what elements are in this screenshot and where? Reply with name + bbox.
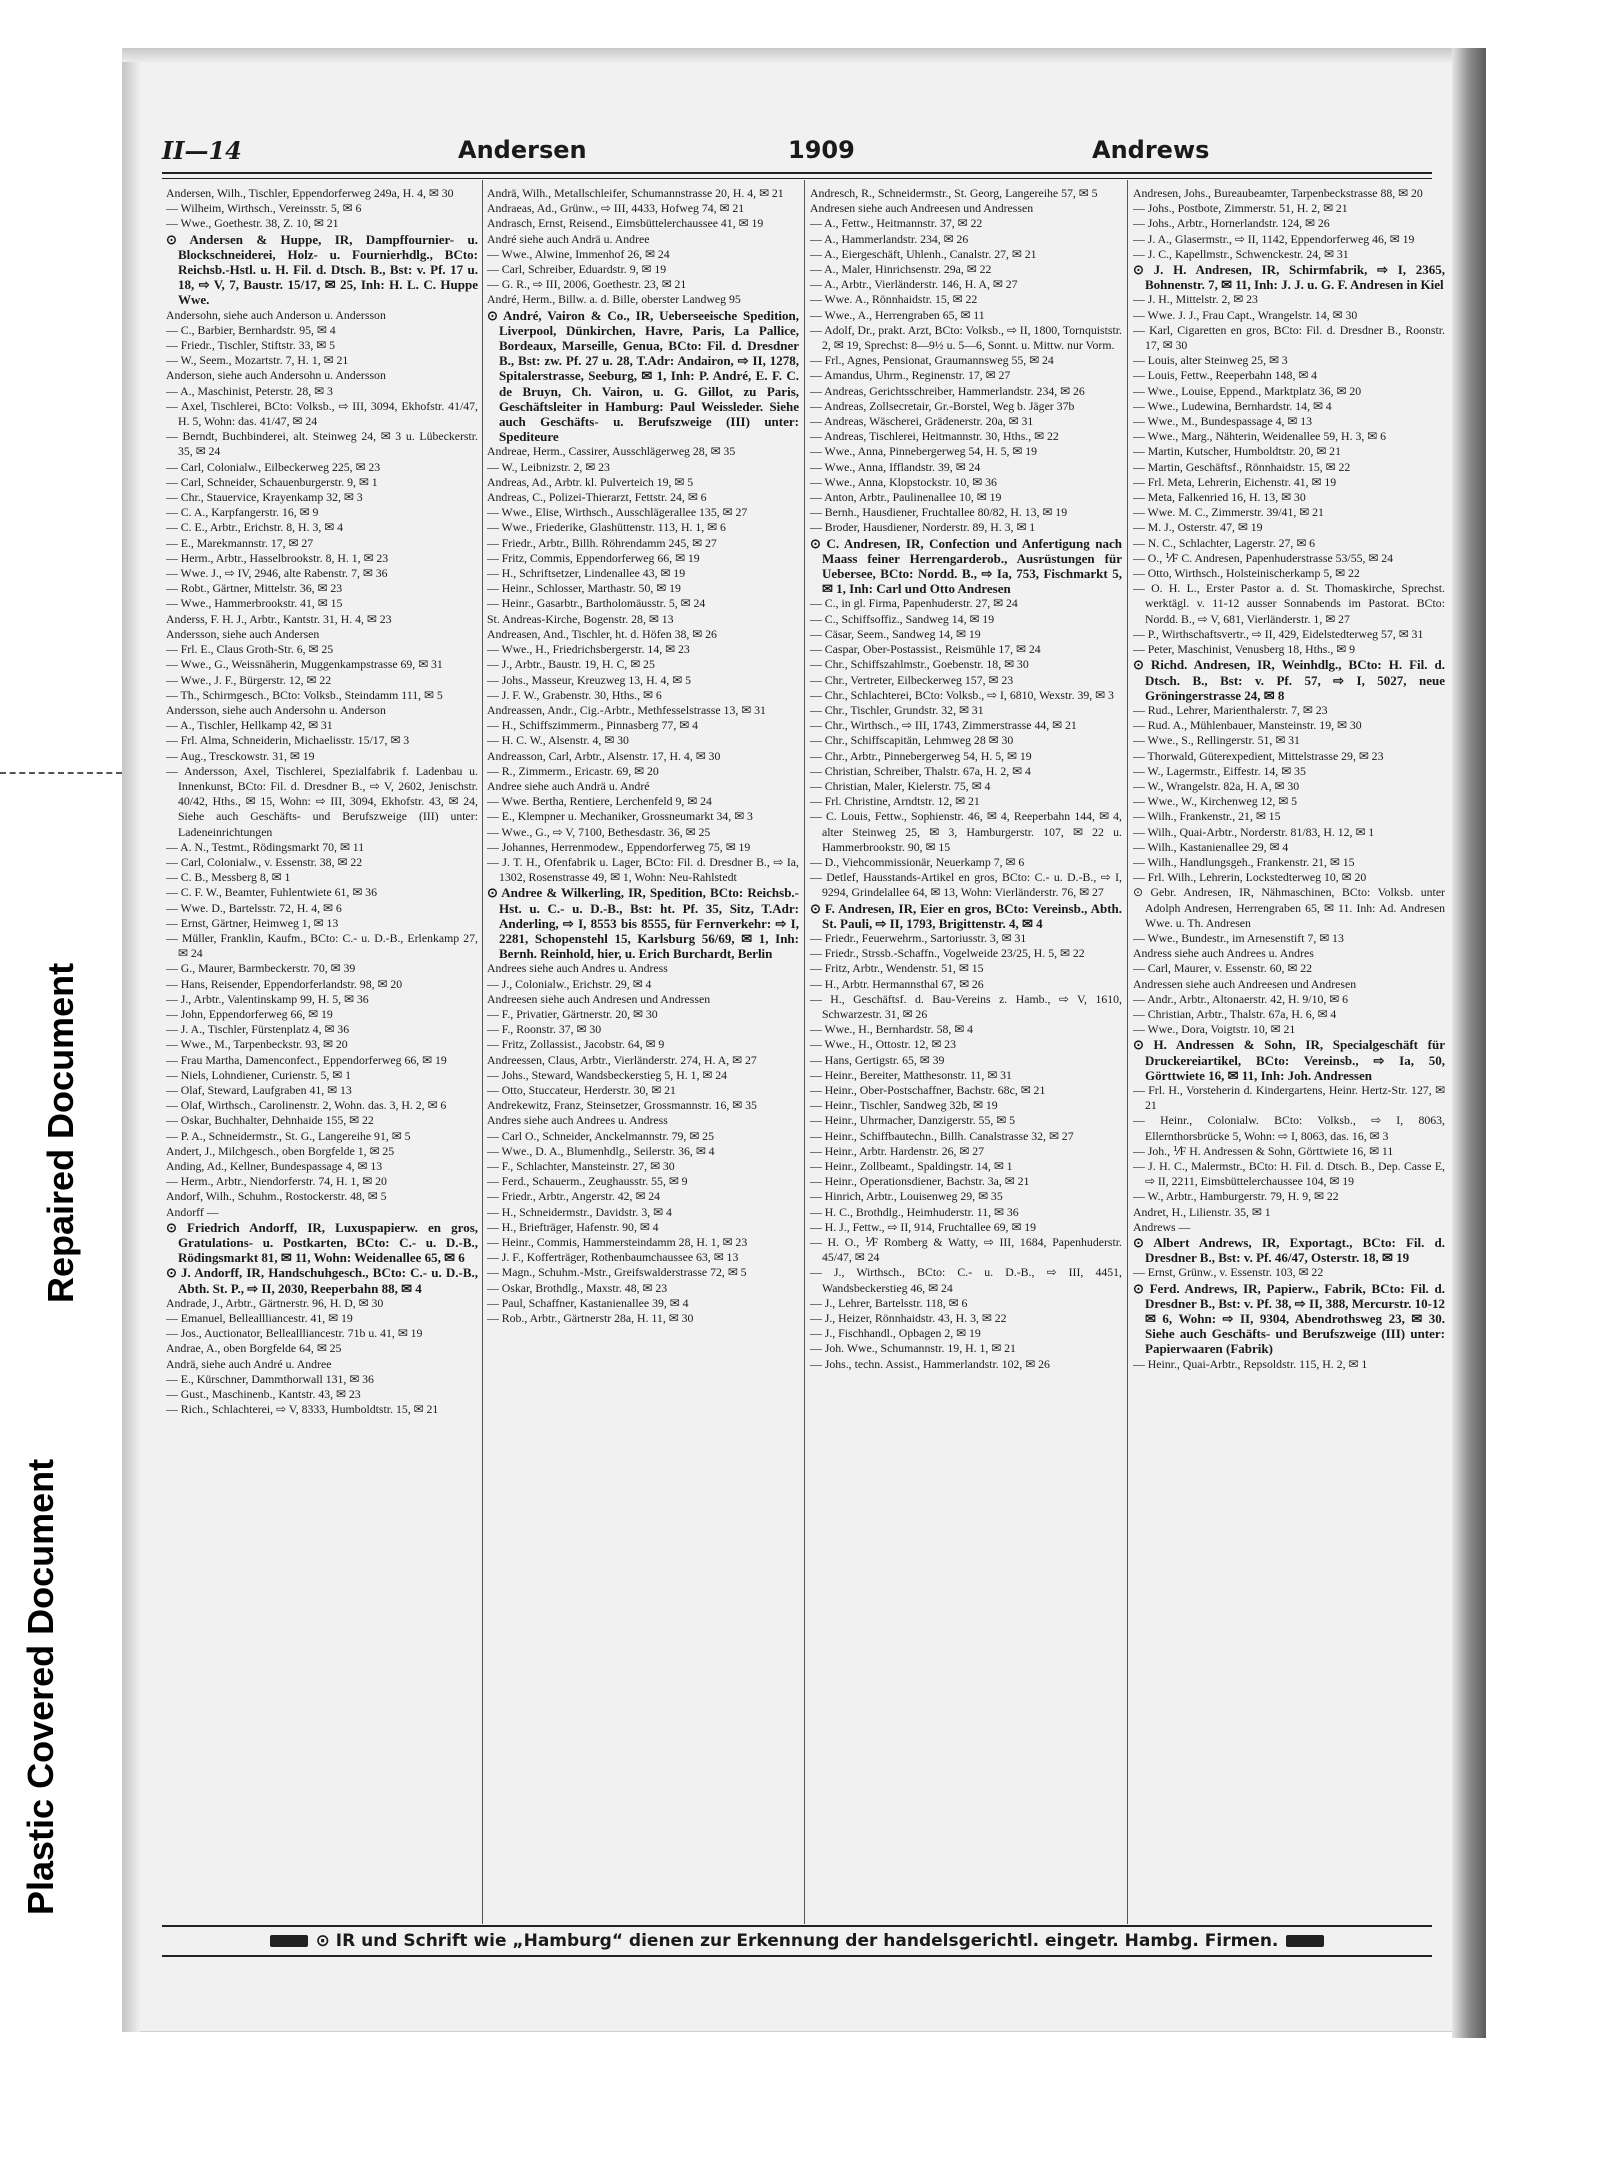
directory-entry: — Chr., Tischler, Grundstr. 32, ✉ 31 [810,702,984,717]
directory-entry: St. Andreas-Kirche, Bogenstr. 28, ✉ 13 [487,611,674,626]
directory-entry: — Magn., Schuhm.-Mstr., Greifswalderstrasse 72, ✉ 5 [487,1265,747,1280]
directory-entry: — Ferd., Schauerm., Zeughausstr. 55, ✉ 9 [487,1174,688,1189]
directory-entry: — Amandus, Uhrm., Reginenstr. 17, ✉ 27 [810,368,1011,383]
directory-entry: Andrae, A., oben Borgfelde 64, ✉ 25 [166,1341,342,1356]
directory-entry: Andraeas, Ad., Grünw., ⇨ III, 4433, Hofweg 74, ✉ 21 [487,201,745,216]
directory-entry: Andersen, Wilh., Tischler, Eppendorferweg 249a, H. 4, ✉ 30 [166,186,454,200]
directory-entry: — Heinr., Zollbeamt., Spaldingstr. 14, ✉ 1 [810,1159,1013,1173]
directory-entry: — Wilheim, Wirthsch., Vereinsstr. 5, ✉ 6 [166,201,362,216]
directory-entry: — H., Arbtr. Hermannsthal 67, ✉ 26 [810,976,984,991]
directory-entry: ⊙ Gebr. Andresen, IR, Nähmaschinen, BCto: Volksb. unter Adolph Andresen, Herrengraben 65, ✉ 11. Inh: Ad. Andresen Wwe. u. Th. Andresen [1133,885,1445,930]
directory-entry: — Christian, Schreiber, Thalstr. 67a, H. 2, ✉ 4 [810,763,1031,778]
directory-entry: — Hans, Reisender, Eppendorferlandstr. 98, ✉ 20 [166,976,403,991]
directory-entry: — Wwe., Louise, Eppend., Marktplatz 36, ✉ 20 [1133,383,1362,398]
directory-entry: ⊙ Albert Andrews, IR, Exportagt., BCto: Fil. d. Dresdner B., Bst: v. Pf. 46/47, Osterstr. 18, ✉ 19 [1133,1235,1445,1266]
directory-entry: — Andersson, Axel, Tischlerei, Spezialfabrik f. Ladenbau u. Innenkunst, BCto: Fil. d. Dresdner B., ⇨ V, 2602, Jenischstr. 40/42, Hths., ✉ 15, Wohn: ⇨ III, 3094, Ekhofstr. 43, ✉ 24, Siehe auch Geschäfts- und Berufszweige (III) unter: Ladeneinrichtungen [166,763,478,839]
page-left-shadow [122,62,140,2032]
directory-entry: Andreas, Ad., Arbtr. kl. Pulverteich 19, ✉ 5 [487,474,694,489]
directory-entry: — J. H. C., Malermstr., BCto: H. Fil. d. Dtsch. B., Dep. Casse E, ⇨ II, 2211, Eimsbüttelerchaussee 104, ✉ 19 [1133,1159,1445,1189]
directory-entry: — J. C., Kapellmstr., Schwenckestr. 24, ✉ 31 [1133,246,1349,261]
directory-entry: — J., Wirthsch., BCto: C.- u. D.-B., ⇨ III, 4451, Wandsbeckerstieg 46, ✉ 24 [810,1265,1122,1295]
directory-entry: — Carl, Schneider, Schauenburgerstr. 9, ✉ 1 [166,474,378,489]
directory-entry: — Peter, Maschinist, Venusberg 18, Hths., ✉ 9 [1133,642,1355,657]
directory-entry: — N. C., Schlachter, Lagerstr. 27, ✉ 6 [1133,535,1316,550]
directory-entry: — J. F. W., Grabenstr. 30, Hths., ✉ 6 [487,687,662,702]
directory-entry: — O., ⅟F C. Andresen, Papenhuderstrasse 53/55, ✉ 24 [1133,550,1394,565]
directory-entry: — J., Lehrer, Bartelsstr. 118, ✉ 6 [810,1295,968,1310]
footer-rule-bottom [162,1955,1432,1957]
directory-column-4 [1133,186,1445,1922]
directory-entry: — Th., Schirmgesch., BCto: Volksb., Steindamm 111, ✉ 5 [166,687,443,702]
directory-entry: Andert, J., Milchgesch., oben Borgfelde 1, ✉ 25 [166,1143,395,1158]
page-right-edge-shadow [1452,48,1486,2038]
directory-entry: — Oskar, Brothdlg., Maxstr. 48, ✉ 23 [487,1280,668,1295]
directory-entry: Andrekewitz, Franz, Steinsetzer, Grossmannstr. 16, ✉ 35 [487,1098,757,1113]
directory-entry: — M. J., Osterstr. 47, ✉ 19 [1133,520,1263,535]
directory-entry: — Olaf, Steward, Laufgraben 41, ✉ 13 [166,1082,352,1097]
directory-entry: — H. O., ⅟F Romberg & Watty, ⇨ III, 1684, Papenhuderstr. 45/47, ✉ 24 [810,1235,1122,1265]
directory-entry: — Wwe., Anna, Klopstockstr. 10, ✉ 36 [810,474,997,489]
directory-entry: — Robt., Gärtner, Mittelstr. 36, ✉ 23 [166,581,343,596]
directory-entry: Andreessen, Claus, Arbtr., Vierländerstr. 274, H. A, ✉ 27 [487,1052,757,1067]
directory-entry: Andreassen, Andr., Cig.-Arbtr., Methfesselstrasse 13, ✉ 31 [487,702,766,717]
directory-entry: — Wilh., Handlungsgeh., Frankenstr. 21, ✉ 15 [1133,854,1355,869]
directory-entry: — Wwe. J. J., Frau Capt., Wrangelstr. 14, ✉ 30 [1133,307,1358,322]
directory-entry: — Heinr., Bereiter, Matthesonstr. 11, ✉ 31 [810,1067,1012,1082]
directory-entry: — Berndt, Buchbinderei, alt. Steinweg 24, ✉ 3 u. Lübeckerstr. 35, ✉ 24 [166,429,478,459]
directory-entry: — Wwe., A., Herrengraben 65, ✉ 11 [810,307,985,322]
directory-entry: Andresen siehe auch Andreesen und Andressen [810,201,1034,216]
plastic-covered-document-label: Plastic Covered Document [20,1458,61,1915]
directory-entry: — Heinr., Schlosser, Marthastr. 50, ✉ 19 [487,581,681,596]
directory-entry: — Wilh., Frankenstr., 21, ✉ 15 [1133,809,1281,824]
directory-entry: — Heinr., Colonialw. BCto: Volksb., ⇨ I, 8063, Ellernthorsbrücke 5, Wohn: ⇨ I, 8063, das. 16, ✉ 3 [1133,1113,1445,1143]
directory-entry: — Broder, Hausdiener, Norderstr. 89, H. 3, ✉ 1 [810,520,1036,535]
directory-entry: André, Herm., Billw. a. d. Bille, oberster Landweg 95 [487,292,741,307]
directory-entry: — Chr., Schiffszahlmstr., Goebenstr. 18, ✉ 30 [810,657,1029,672]
directory-entry: Andreae, Herm., Cassirer, Ausschlägerweg 28, ✉ 35 [487,444,736,459]
directory-entry: — Joh., ⅟F H. Andressen & Sohn, Görttwiete 16, ✉ 11 [1133,1143,1394,1158]
directory-entry: — Anton, Arbtr., Paulinenallee 10, ✉ 19 [810,490,1002,505]
directory-entry: — Wwe., Anna, Ifflandstr. 39, ✉ 24 [810,459,981,474]
directory-entry: — Heinr., Gasarbtr., Bartholomäusstr. 5, ✉ 24 [487,596,706,611]
directory-entry: — Chr., Arbtr., Pinnebergerweg 54, H. 5, ✉ 19 [810,748,1032,763]
directory-entry: — Joh. Wwe., Schumannstr. 19, H. 1, ✉ 21 [810,1341,1016,1356]
directory-entry: — Louis, Fettw., Reeperbahn 148, ✉ 4 [1133,368,1318,383]
directory-entry: — Karl, Cigaretten en gros, BCto: Fil. d. Dresdner B., Roonstr. 17, ✉ 30 [1133,322,1445,353]
directory-entry: — Otto, Wirthsch., Holsteinischerkamp 5, ✉ 22 [1133,566,1360,581]
directory-entry: Andres siehe auch Andrees u. Andress [487,1113,668,1128]
directory-entry: — Thorwald, Güterexpedient, Mittelstrasse 29, ✉ 23 [1133,748,1384,763]
directory-column-2 [487,186,799,1922]
directory-entry: — Heinr., Tischler, Sandweg 32b, ✉ 19 [810,1098,998,1113]
page-number: II—14 [162,136,242,165]
directory-entry: — Carl, Colonialw., v. Essenstr. 38, ✉ 22 [166,854,363,869]
directory-entry: — Cäsar, Seem., Sandweg 14, ✉ 19 [810,626,981,641]
directory-entry: — Wwe., Hammerbrookstr. 41, ✉ 15 [166,596,343,611]
directory-entry: Andress siehe auch Andrees u. Andres [1133,946,1314,961]
directory-entry: — Rud. A., Mühlenbauer, Mansteinstr. 19, ✉ 30 [1133,718,1362,733]
directory-entry: — Wwe., H., Friedrichsbergerstr. 14, ✉ 23 [487,642,690,657]
directory-entry: — Heinr., Operationsdiener, Bachstr. 3a, ✉ 21 [810,1174,1030,1189]
directory-entry: ⊙ F. Andresen, IR, Eier en gros, BCto: Vereinsb., Abth. St. Pauli, ⇨ II, 1793, Brigittenstr. 4, ✉ 4 [810,900,1122,931]
directory-entry: — Müller, Franklin, Kaufm., BCto: C.- u. D.-B., Erlenkamp 27, ✉ 24 [166,930,478,961]
directory-entry: — Wwe., Ludewina, Bernhardstr. 14, ✉ 4 [1133,398,1332,413]
directory-entry: — Friedr., Feuerwehrm., Sartoriusstr. 3, ✉ 31 [810,930,1027,945]
header-rule-thin [162,178,1432,179]
directory-entry: — A., Maschinist, Peterstr. 28, ✉ 3 [166,383,333,398]
directory-entry: — Wwe., W., Kirchenweg 12, ✉ 5 [1133,794,1297,809]
directory-entry: — Bernh., Hausdiener, Fruchtallee 80/82, H. 13, ✉ 19 [810,505,1068,520]
directory-entry: — Hans, Gertigstr. 65, ✉ 39 [810,1052,945,1067]
directory-entry: — C., Barbier, Bernhardstr. 95, ✉ 4 [166,322,336,337]
directory-entry: — Carl, Maurer, v. Essenstr. 60, ✉ 22 [1133,961,1313,976]
directory-entry: — Wwe., M., Tarpenbeckstr. 93, ✉ 20 [166,1037,348,1052]
directory-entry: ⊙ Friedrich Andorff, IR, Luxuspapierw. en gros, Gratulations- u. Postkarten, BCto: C.- u. D.-B., Rödingsmarkt 81, ✉ 11, Wohn: Weidenallee 65, ✉ 6 [166,1219,478,1266]
directory-entry: — J. F., Kofferträger, Rothenbaumchaussee 63, ✉ 13 [487,1250,739,1265]
directory-entry: — Heinr., Commis, Hammersteindamm 28, H. 1, ✉ 23 [487,1235,748,1250]
directory-entry: — Carl, Colonialw., Eilbeckerweg 225, ✉ 23 [166,459,381,474]
directory-entry: — Wwe., H., Ottostr. 12, ✉ 23 [810,1037,956,1052]
directory-entry: — P. A., Schneidermstr., St. G., Langereihe 91, ✉ 5 [166,1128,411,1143]
directory-entry: — Wwe., Alwine, Immenhof 26, ✉ 24 [487,246,670,261]
directory-entry: — C. E., Arbtr., Erichstr. 8, H. 3, ✉ 4 [166,520,343,535]
directory-entry: Anding, Ad., Kellner, Bundespassage 4, ✉ 13 [166,1159,383,1173]
directory-entry: — Fritz, Commis, Eppendorferweg 66, ✉ 19 [487,550,700,565]
directory-entry: — E., Kürschner, Dammthorwall 131, ✉ 36 [166,1371,374,1386]
directory-entry: — Frl. Christine, Arndtstr. 12, ✉ 21 [810,794,980,809]
header-rule [162,172,1432,174]
directory-entry: — Johs., Steward, Wandsbeckerstieg 5, H. 1, ✉ 24 [487,1067,728,1082]
directory-entry: — Frl. E., Claus Groth-Str. 6, ✉ 25 [166,642,334,657]
directory-entry: — Wwe., Bundestr., im Arnesenstift 7, ✉ 13 [1133,930,1344,945]
directory-entry: — Frl. Wilh., Lehrerin, Lockstedterweg 10, ✉ 20 [1133,870,1367,885]
directory-entry: — Wwe., Friederike, Glashüttenstr. 113, H. 1, ✉ 6 [487,520,726,535]
directory-entry: — J. A., Tischler, Fürstenplatz 4, ✉ 36 [166,1022,350,1037]
directory-entry: — Louis, alter Steinweg 25, ✉ 3 [1133,353,1288,368]
directory-entry: — A., Fettw., Heitmannstr. 37, ✉ 22 [810,216,983,231]
directory-entry: — Ernst, Grünw., v. Essenstr. 103, ✉ 22 [1133,1265,1324,1280]
footer-rule-top [162,1925,1432,1927]
directory-entry: — Wwe., J. F., Bürgerstr. 12, ✉ 22 [166,672,332,687]
directory-entry: Andrees siehe auch Andres u. Andress [487,961,668,976]
directory-entry: — Adolf, Dr., prakt. Arzt, BCto: Volksb., ⇨ II, 1800, Tornquiststr. 2, ✉ 19, Sprechst: 8—9½ u. 5—6, Sonnt. u. Mittw. nur Vorm. [810,322,1122,353]
directory-entry: — Caspar, Ober-Postassist., Reismühle 17, ✉ 24 [810,642,1041,657]
directory-entry: — C. A., Karpfangerstr. 16, ✉ 9 [166,505,319,520]
directory-entry: ⊙ C. Andresen, IR, Confection und Anfertigung nach Maass feiner Herrengarderob., Ausrüstungen für Uebersee, BCto: Nordd. B., ⇨ Ia, 753, Fischmarkt 5, ✉ 1, Inh: Carl und Otto Andresen [810,535,1122,597]
directory-entry: — O. H. L., Erster Pastor a. d. St. Thomaskirche, Sprechst. werktägl. v. 11-12 ausser Sonnabends im Pastorat. BCto: Nordd. B., ⇨ V, 681, Vierländerstr. 1, ✉ 27 [1133,581,1445,626]
directory-entry: — Herm., Arbtr., Hasselbrookstr. 8, H. 1, ✉ 23 [166,550,389,565]
column-divider [804,180,805,1924]
header-year: 1909 [788,136,855,164]
directory-entry: Andrasch, Ernst, Reisend., Eimsbüttelerchaussee 41, ✉ 19 [487,216,764,231]
dashed-divider [0,772,122,774]
directory-entry: — G., Maurer, Barmbeckerstr. 70, ✉ 39 [166,961,356,976]
directory-entry: — Andreas, Zollsecretair, Gr.-Borstel, Weg b. Jäger 37b [810,398,1075,413]
directory-entry: — Martin, Geschäftsf., Rönnhaidstr. 15, ✉ 22 [1133,459,1351,474]
directory-entry: — Niels, Lohndiener, Curienstr. 5, ✉ 1 [166,1067,352,1082]
directory-entry: — Johannes, Herrenmodew., Eppendorferweg 75, ✉ 19 [487,839,751,854]
directory-entry: — Carl, Schreiber, Eduardstr. 9, ✉ 19 [487,262,667,277]
directory-entry: — E., Marekmannstr. 17, ✉ 27 [166,535,314,550]
directory-entry: — Wwe., Dora, Voigtstr. 10, ✉ 21 [1133,1022,1296,1037]
directory-entry: — Wwe., H., Bernhardstr. 58, ✉ 4 [810,1022,974,1037]
directory-entry: Andrä, Wilh., Metallschleifer, Schumannstrasse 20, H. 4, ✉ 21 [487,186,784,200]
directory-entry: — Rud., Lehrer, Marienthalerstr. 7, ✉ 23 [1133,702,1328,717]
directory-entry: Andrade, J., Arbtr., Gärtnerstr. 96, H. D, ✉ 30 [166,1295,384,1310]
directory-entry: — Heinr., Ober-Postschaffner, Bachstr. 68c, ✉ 21 [810,1082,1046,1097]
directory-entry: — Friedr., Arbtr., Angerstr. 42, ✉ 24 [487,1189,661,1204]
directory-entry: — Christian, Arbtr., Thalstr. 67a, H. 6, ✉ 4 [1133,1006,1337,1021]
directory-entry: — A., Tischler, Hellkamp 42, ✉ 31 [166,718,333,733]
directory-entry: — Chr., Wirthsch., ⇨ III, 1743, Zimmerstrasse 44, ✉ 21 [810,718,1077,733]
directory-entry: Andersson, siehe auch Andersen [166,626,320,641]
directory-entry: — Chr., Schlachterei, BCto: Volksb., ⇨ I, 6810, Wexstr. 39, ✉ 3 [810,687,1114,702]
directory-entry: — Wwe. Bertha, Rentiere, Lerchenfeld 9, ✉ 24 [487,794,712,809]
directory-entry: — Friedr., Tischler, Stiftstr. 33, ✉ 5 [166,338,336,353]
directory-entry: — Johs., Masseur, Kreuzweg 13, H. 4, ✉ 5 [487,672,692,687]
directory-entry: — A., Arbtr., Vierländerstr. 146, H. A, ✉ 27 [810,277,1018,292]
directory-entry: ⊙ J. Andorff, IR, Handschuhgesch., BCto: C.- u. D.-B., Abth. St. P., ⇨ II, 2030, Reeperbahn 88, ✉ 4 [166,1265,478,1296]
directory-entry: — W., Wrangelstr. 82a, H. A, ✉ 30 [1133,778,1300,793]
directory-entry: — A. N., Testmt., Rödingsmarkt 70, ✉ 11 [166,839,365,854]
footer-text: ⊙ IR und Schrift wie „Hamburg“ dienen zur Erkennung der handelsgerichtl. eingetr. Hambg. Firmen. [315,1931,1279,1951]
directory-entry: — Wwe., Anna, Pinnebergerweg 54, H. 5, ✉ 19 [810,444,1037,459]
directory-entry: Andrews — [1133,1219,1191,1234]
directory-entry: ⊙ Richd. Andresen, IR, Weinhdlg., BCto: H. Fil. d. Dtsch. B., Bst: v. Pf. 57, ⇨ I, 5027, neue Gröningerstrasse 24, ✉ 8 [1133,657,1445,703]
directory-entry: Andret, H., Lilienstr. 35, ✉ 1 [1133,1204,1271,1219]
directory-entry: — H. J., Fettw., ⇨ II, 914, Fruchtallee 69, ✉ 19 [810,1219,1037,1234]
directory-entry: Andreasen, And., Tischler, ht. d. Höfen 38, ✉ 26 [487,626,717,641]
running-header [162,136,1432,166]
pointing-hand-icon [1286,1935,1324,1947]
directory-entry: — Wwe. J., ⇨ IV, 2946, alte Rabenstr. 7, ✉ 36 [166,566,388,581]
directory-entry: — Hinrich, Arbtr., Louisenweg 29, ✉ 35 [810,1189,1003,1204]
directory-entry: — Andreas, Gerichtsschreiber, Hammerlandstr. 234, ✉ 26 [810,383,1085,398]
directory-entry: — W., Lagermstr., Eiffestr. 14, ✉ 35 [1133,763,1306,778]
directory-entry: — Wilh., Quai-Arbtr., Norderstr. 81/83, H. 12, ✉ 1 [1133,824,1375,839]
header-last-word: Andrews [1092,136,1210,164]
header-first-word: Andersen [458,136,587,164]
directory-entry: — Chr., Schiffscapitän, Lehmweg 28 ✉ 30 [810,733,1014,748]
directory-entry: — Ernst, Gärtner, Heimweg 1, ✉ 13 [166,915,339,930]
directory-entry: — C. Louis, Fettw., Sophienstr. 46, ✉ 4, Reeperbahn 144, ✉ 4, alter Steinweg 25, ✉ 3, Hamburgerstr. 107, ✉ 22 u. Hammerbrookstr. 90, ✉ 15 [810,809,1122,854]
footer-note [162,1931,1432,1951]
directory-entry: Andreesen siehe auch Andresen und Andressen [487,991,711,1006]
directory-entry: — Johs., techn. Assist., Hammerlandstr. 102, ✉ 26 [810,1356,1050,1371]
directory-entry: — Wwe. D., Bartelsstr. 72, H. 4, ✉ 6 [166,900,342,915]
column-divider [1127,180,1128,1924]
directory-entry: — Oskar, Buchhalter, Dehnhaide 155, ✉ 22 [166,1113,374,1128]
directory-entry: — Emanuel, Belleallliancestr. 41, ✉ 19 [166,1311,353,1326]
directory-entry: — Heinr., Quai-Arbtr., Repsoldstr. 115, H. 2, ✉ 1 [1133,1356,1368,1371]
directory-entry: — Frl. H., Vorsteherin d. Kindergartens, Heinr. Hertz-Str. 127, ✉ 21 [1133,1082,1445,1113]
directory-entry: — W., Leibnizstr. 2, ✉ 23 [487,459,610,474]
directory-entry: — Detlef, Hausstands-Artikel en gros, BCto: C.- u. D.-B., ⇨ I, 9294, Grindelallee 64, ✉ 13, Wohn: Vierländerstr. 76, ✉ 27 [810,870,1122,900]
directory-entry: — Christian, Maler, Kielerstr. 75, ✉ 4 [810,778,991,793]
repaired-document-label: Repaired Document [40,962,81,1303]
directory-entry: — H., Briefträger, Hafenstr. 90, ✉ 4 [487,1219,659,1234]
directory-entry: — E., Klempner u. Mechaniker, Grossneumarkt 34, ✉ 3 [487,809,753,824]
directory-entry: — F., Privatier, Gärtnerstr. 20, ✉ 30 [487,1006,658,1021]
directory-entry: — Fritz, Zollassist., Jacobstr. 64, ✉ 9 [487,1037,665,1052]
directory-entry: Andersson, siehe auch Andersohn u. Anderson [166,702,386,717]
directory-entry: — Chr., Vertreter, Eilbeckerweg 157, ✉ 23 [810,672,1014,687]
directory-entry: Andreasson, Carl, Arbtr., Alsenstr. 17, H. 4, ✉ 30 [487,748,721,763]
directory-entry: — Fritz, Arbtr., Wendenstr. 51, ✉ 15 [810,961,984,976]
directory-entry: — Andreas, Tischlerei, Heitmannstr. 30, Hths., ✉ 22 [810,429,1059,444]
directory-entry: Anderss, F. H. J., Arbtr., Kantstr. 31, H. 4, ✉ 23 [166,611,392,626]
directory-entry: ⊙ H. Andressen & Sohn, IR, Specialgeschäft für Druckereiartikel, BCto: Vereinsb., ⇨ Ia, 50, Görttwiete 16, ✉ 11, Inh: Joh. Andressen [1133,1037,1445,1083]
directory-entry: — G. R., ⇨ III, 2006, Goethestr. 23, ✉ 21 [487,277,687,292]
directory-entry: Andresen, Johs., Bureaubeamter, Tarpenbeckstrasse 88, ✉ 20 [1133,186,1423,200]
directory-entry: — Aug., Tresckowstr. 31, ✉ 19 [166,748,315,763]
directory-entry: — Heinr., Uhrmacher, Danzigerstr. 55, ✉ 5 [810,1113,1015,1128]
directory-entry: Andrä, siehe auch André u. Andree [166,1356,332,1371]
directory-entry: — Meta, Falkenried 16, H. 13, ✉ 30 [1133,490,1306,505]
directory-entry: — Wwe., G., Weissnäherin, Muggenkampstrasse 69, ✉ 31 [166,657,443,672]
directory-entry: ⊙ André, Vairon & Co., IR, Ueberseeische Spedition, Liverpool, Dünkirchen, Havre, Paris, La Pallice, Bordeaux, Marseille, Genua, BCto: Fil. d. Dresdner B., Bst: zw. Pf. 27 u. 28, T.Adr: Andairon, ⇨ II, 1278, Spitalerstrasse, Seeburg, ✉ 1, Inh: P. André, E. F. C. de Bruyn, Ch. Vairon, u. G. Gillot, zu Paris, Geschäftsleiter in Hamburg: Paul Weissleder. Siehe auch Geschäfts- u. Berufszweige (III) unter: Spediteure [487,307,799,445]
directory-entry: — J., Colonialw., Erichstr. 29, ✉ 4 [487,976,652,991]
directory-entry: — Wwe., D. A., Blumenhdlg., Seilerstr. 36, ✉ 4 [487,1143,715,1158]
directory-entry: — Gust., Maschinenb., Kantstr. 43, ✉ 23 [166,1387,361,1402]
directory-entry: — A., Eiergeschäft, Uhlenh., Canalstr. 27, ✉ 21 [810,246,1037,261]
directory-entry: — Wwe., G., ⇨ V, 7100, Bethesdastr. 36, ✉ 25 [487,824,711,839]
directory-entry: — A., Hammerlandstr. 234, ✉ 26 [810,231,969,246]
directory-entry: — Paul, Schaffner, Kastanienallee 39, ✉ 4 [487,1295,689,1310]
directory-column-1 [166,186,478,1922]
directory-entry: — W., Arbtr., Hamburgerstr. 79, H. 9, ✉ 22 [1133,1189,1339,1204]
directory-entry: — H., Schneidermstr., Davidstr. 3, ✉ 4 [487,1204,672,1219]
directory-entry: — Martin, Kutscher, Humboldtstr. 20, ✉ 21 [1133,444,1341,459]
directory-entry: — C., in gl. Firma, Papenhuderstr. 27, ✉ 24 [810,596,1018,611]
directory-entry: Andorff — [166,1204,219,1219]
directory-entry: — Wwe. M. C., Zimmerstr. 39/41, ✉ 21 [1133,505,1324,520]
directory-entry: — Herm., Arbtr., Niendorferstr. 74, H. 1, ✉ 20 [166,1174,387,1189]
directory-entry: Andresch, R., Schneidermstr., St. Georg, Langereihe 57, ✉ 5 [810,186,1098,200]
directory-entry: — Wwe., S., Rellingerstr. 51, ✉ 31 [1133,733,1300,748]
directory-entry: — J., Arbtr., Baustr. 19, H. C, ✉ 25 [487,657,655,672]
directory-entry: — Wwe., M., Bundespassage 4, ✉ 13 [1133,414,1313,429]
directory-entry: ⊙ Andree & Wilkerling, IR, Spedition, BCto: Reichsb.-Hst. u. C.- u. D.-B., Bst: ht. Pf. 35, Sitz, T.Adr: Anderling, ⇨ I, 8553 bis 8555, für Fernverkehr: ⇨ I, 2281, Schopenstehl 15, Karlsburg 56/69, ✉ 1, Inh: Bernh. Reinhold, hier, u. Erich Burchardt, Berlin [487,885,799,962]
directory-entry: — Wwe. A., Rönnhaidstr. 15, ✉ 22 [810,292,978,307]
directory-entry: — Axel, Tischlerei, BCto: Volksb., ⇨ III, 3094, Ekhofstr. 41/47, H. 5, Wohn: das. 41/47, ✉ 24 [166,398,478,429]
directory-entry: — C. F. W., Beamter, Fuhlentwiete 61, ✉ 36 [166,885,377,900]
directory-entry: — J., Arbtr., Valentinskamp 99, H. 5, ✉ 36 [166,991,369,1006]
directory-entry: — Wwe., Elise, Wirthsch., Ausschlägerallee 135, ✉ 27 [487,505,748,520]
directory-entry: — Frl., Agnes, Pensionat, Graumannsweg 55, ✉ 24 [810,353,1054,368]
directory-entry: — John, Eppendorferweg 66, ✉ 19 [166,1006,333,1021]
directory-entry: — J. T. H., Ofenfabrik u. Lager, BCto: Fil. d. Dresdner B., ⇨ Ia, 1302, Rosenstrasse 49, ✉ 1, Wohn: Neu-Rahlstedt [487,854,799,885]
directory-entry: — Rich., Schlachterei, ⇨ V, 8333, Humboldtstr. 15, ✉ 21 [166,1402,439,1417]
directory-entry: Andorf, Wilh., Schuhm., Rostockerstr. 48, ✉ 5 [166,1189,387,1204]
directory-entry: — Andreas, Wäscherei, Grädenerstr. 20a, ✉ 31 [810,414,1034,429]
directory-entry: — H. C., Brothdlg., Heimhuderstr. 11, ✉ 36 [810,1204,1019,1219]
directory-entry: — Frl. Meta, Lehrerin, Eichenstr. 41, ✉ 19 [1133,474,1337,489]
directory-entry: — J. H., Mittelstr. 2, ✉ 23 [1133,292,1258,307]
directory-entry: ⊙ Andersen & Huppe, IR, Dampffournier- u. Blockschneiderei, Holz- u. Fournierhdlg., BCto: Reichsb.-Hstl. u. H. Fil. d. Dtsch. B., Bst: v. Pf. 17 u. 18, ⇨ V, 7, Baustr. 15/17, ✉ 25, Inh: H. L. C. Huppe Wwe. [166,231,478,308]
directory-entry: — Frl. Alma, Schneiderin, Michaelisstr. 15/17, ✉ 3 [166,733,410,748]
directory-entry: Andressen siehe auch Andreesen und Andresen [1133,976,1357,991]
directory-entry: Andersohn, siehe auch Anderson u. Andersson [166,307,386,322]
directory-entry: — Wilh., Kastanienallee 29, ✉ 4 [1133,839,1289,854]
directory-entry: — Otto, Stuccateur, Herderstr. 30, ✉ 21 [487,1082,676,1097]
directory-entry: Andree siehe auch Andrä u. André [487,778,650,793]
directory-entry: — J., Fischhandl., Opbagen 2, ✉ 19 [810,1326,981,1341]
directory-entry: — Carl O., Schneider, Anckelmannstr. 79, ✉ 25 [487,1128,714,1143]
column-divider [482,180,483,1924]
directory-entry: — Chr., Stauervice, Krayenkamp 32, ✉ 3 [166,490,363,505]
directory-entry: — Heinr., Schiffbautechn., Billh. Canalstrasse 32, ✉ 27 [810,1128,1074,1143]
directory-entry: — H., Schriftsetzer, Lindenallee 43, ✉ 19 [487,566,686,581]
directory-entry: — C. B., Messberg 8, ✉ 1 [166,870,291,885]
directory-entry: — H. C. W., Alsenstr. 4, ✉ 30 [487,733,629,748]
directory-entry: — W., Seem., Mozartstr. 7, H. 1, ✉ 21 [166,353,349,368]
directory-entry: — Rob., Arbtr., Gärtnerstr 28a, H. 11, ✉ 30 [487,1311,694,1326]
directory-entry: — H., Geschäftsf. d. Bau-Vereins z. Hamb., ⇨ V, 1610, Schwarzestr. 31, ✉ 26 [810,991,1122,1021]
directory-entry: — Johs., Arbtr., Hornerlandstr. 124, ✉ 26 [1133,216,1330,231]
page-top-shadow [122,48,1486,64]
directory-entry: — C., Schiffsoffiz., Sandweg 14, ✉ 19 [810,611,995,626]
directory-entry: — Friedr., Strssb.-Schaffn., Vogelweide 23/25, H. 5, ✉ 22 [810,946,1085,961]
pointing-hand-icon [270,1935,308,1947]
directory-entry: Anderson, siehe auch Andersohn u. Andersson [166,368,386,383]
directory-entry: ⊙ J. H. Andresen, IR, Schirmfabrik, ⇨ I, 2365, Bohnenstr. 7, ✉ 11, Inh: J. J. u. G. F. Andresen in Kiel [1133,262,1445,293]
directory-entry: — Wwe., Marg., Nähterin, Weidenallee 59, H. 3, ✉ 6 [1133,429,1387,444]
directory-entry: — Johs., Postbote, Zimmerstr. 51, H. 2, ✉ 21 [1133,201,1348,216]
directory-entry: — Frau Martha, Damenconfect., Eppendorferweg 66, ✉ 19 [166,1052,447,1067]
directory-entry: — Wwe., Goethestr. 38, Z. 10, ✉ 21 [166,216,339,231]
directory-entry: — J. A., Glasermstr., ⇨ II, 1142, Eppendorferweg 46, ✉ 19 [1133,231,1415,246]
directory-entry: — A., Maler, Hinrichsenstr. 29a, ✉ 22 [810,262,992,277]
directory-entry: — R., Zimmerm., Ericastr. 69, ✉ 20 [487,763,659,778]
directory-entry: — Andr., Arbtr., Altonaerstr. 42, H. 9/10, ✉ 6 [1133,991,1349,1006]
directory-entry: — Jos., Auctionator, Belleallliancestr. 71b u. 41, ✉ 19 [166,1326,423,1341]
directory-entry: — Heinr., Arbtr. Hardenstr. 26, ✉ 27 [810,1143,985,1158]
directory-entry: — Olaf, Wirthsch., Carolinenstr. 2, Wohn. das. 3, H. 2, ✉ 6 [166,1098,447,1113]
directory-entry: Andreas, C., Polizei-Thierarzt, Fettstr. 24, ✉ 6 [487,490,707,505]
directory-entry: — F., Roonstr. 37, ✉ 30 [487,1022,602,1037]
directory-entry: André siehe auch Andrä u. Andree [487,231,650,246]
directory-column-3 [810,186,1122,1922]
directory-entry: — F., Schlachter, Mansteinstr. 27, ✉ 30 [487,1159,675,1173]
directory-entry: — H., Schiffszimmerm., Pinnasberg 77, ✉ 4 [487,718,698,733]
directory-entry: — P., Wirthschaftsvertr., ⇨ II, 429, Eidelstedterweg 57, ✉ 31 [1133,626,1424,641]
directory-entry: — J., Heizer, Rönnhaidstr. 43, H. 3, ✉ 22 [810,1311,1007,1326]
directory-entry: ⊙ Ferd. Andrews, IR, Papierw., Fabrik, BCto: Fil. d. Dresdner B., Bst: v. Pf. 38, ⇨ II, 388, Mercurstr. 10-12 ✉ 6, Wohn: ⇨ II, 9304, Abendrothsweg 23, ✉ 30. Siehe auch Geschäfts- und Berufszweige (III) unter: Papierwaaren (Fabrik) [1133,1280,1445,1357]
directory-entry: — Friedr., Arbtr., Billh. Röhrendamm 245, ✉ 27 [487,535,717,550]
directory-entry: — D., Viehcommissionär, Neuerkamp 7, ✉ 6 [810,854,1025,869]
